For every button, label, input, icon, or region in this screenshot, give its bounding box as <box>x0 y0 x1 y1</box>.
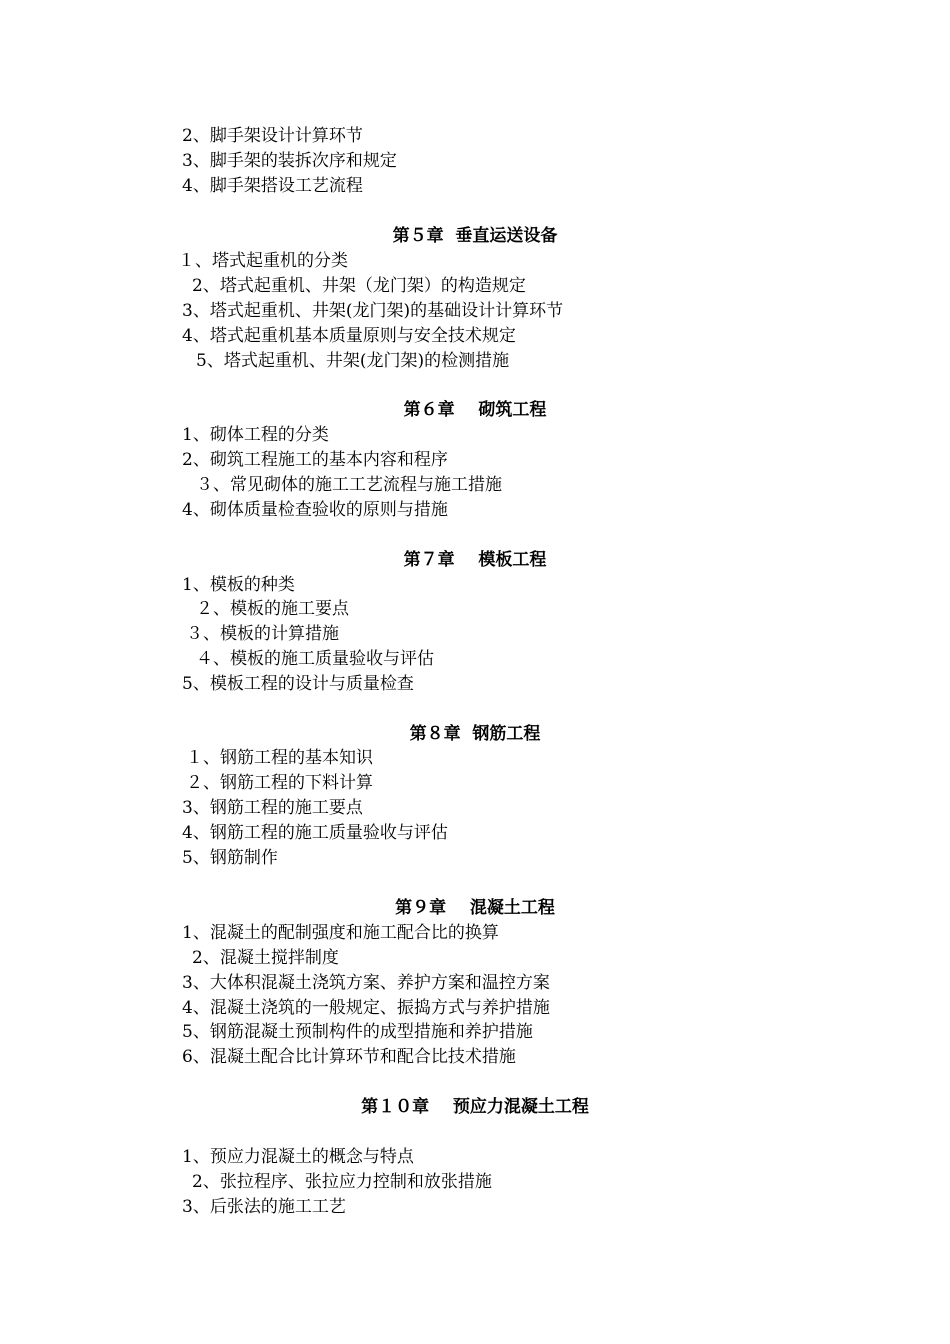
chapter-heading: 第９章 混凝土工程 <box>395 898 555 918</box>
list-item: 2、混凝土搅拌制度 <box>192 948 339 968</box>
list-item: 5、钢筋混凝土预制构件的成型措施和养护措施 <box>182 1022 533 1042</box>
list-item: 5、钢筋制作 <box>182 848 278 868</box>
list-item: 1、混凝土的配制强度和施工配合比的换算 <box>182 923 499 943</box>
chapter-heading: 第５章 垂直运送设备 <box>392 226 558 246</box>
list-item: 5、塔式起重机、井架(龙门架)的检测措施 <box>196 351 510 371</box>
chapter-heading: 第８章 钢筋工程 <box>409 724 541 744</box>
list-item: 5、模板工程的设计与质量检查 <box>182 674 414 694</box>
list-item: 1、预应力混凝土的概念与特点 <box>182 1147 414 1167</box>
list-item: ３、常见砌体的施工工艺流程与施工措施 <box>196 475 502 495</box>
list-item: 1、砌体工程的分类 <box>182 425 329 445</box>
list-item: 1、模板的种类 <box>182 575 295 595</box>
list-item: １、塔式起重机的分类 <box>178 251 348 271</box>
list-item: 2、砌筑工程施工的基本内容和程序 <box>182 450 448 470</box>
list-item: ２、模板的施工要点 <box>196 599 349 619</box>
list-item: 2、塔式起重机、井架（龙门架）的构造规定 <box>192 276 526 296</box>
list-item: 3、后张法的施工工艺 <box>182 1197 346 1217</box>
list-item: ４、模板的施工质量验收与评估 <box>196 649 434 669</box>
list-item: ３、模板的计算措施 <box>186 624 339 644</box>
list-item: 3、大体积混凝土浇筑方案、养护方案和温控方案 <box>182 973 550 993</box>
list-item: 4、塔式起重机基本质量原则与安全技术规定 <box>182 326 516 346</box>
list-item: 4、钢筋工程的施工质量验收与评估 <box>182 823 448 843</box>
list-item: 4、脚手架搭设工艺流程 <box>182 176 363 196</box>
list-item: 3、脚手架的装拆次序和规定 <box>182 151 397 171</box>
list-item: 4、砌体质量检查验收的原则与措施 <box>182 500 448 520</box>
list-item: 6、混凝土配合比计算环节和配合比技术措施 <box>182 1047 516 1067</box>
list-item: 2、脚手架设计计算环节 <box>182 126 363 146</box>
list-item: 3、钢筋工程的施工要点 <box>182 798 363 818</box>
list-item: ２、钢筋工程的下料计算 <box>186 773 373 793</box>
list-item: １、钢筋工程的基本知识 <box>186 748 373 768</box>
list-item: 4、混凝土浇筑的一般规定、振捣方式与养护措施 <box>182 998 550 1018</box>
chapter-heading: 第７章 模板工程 <box>403 550 547 570</box>
chapter-heading: 第１０章 预应力混凝土工程 <box>361 1097 589 1117</box>
list-item: 2、张拉程序、张拉应力控制和放张措施 <box>192 1172 492 1192</box>
list-item: 3、塔式起重机、井架(龙门架)的基础设计计算环节 <box>182 301 564 321</box>
chapter-heading: 第６章 砌筑工程 <box>403 400 547 420</box>
